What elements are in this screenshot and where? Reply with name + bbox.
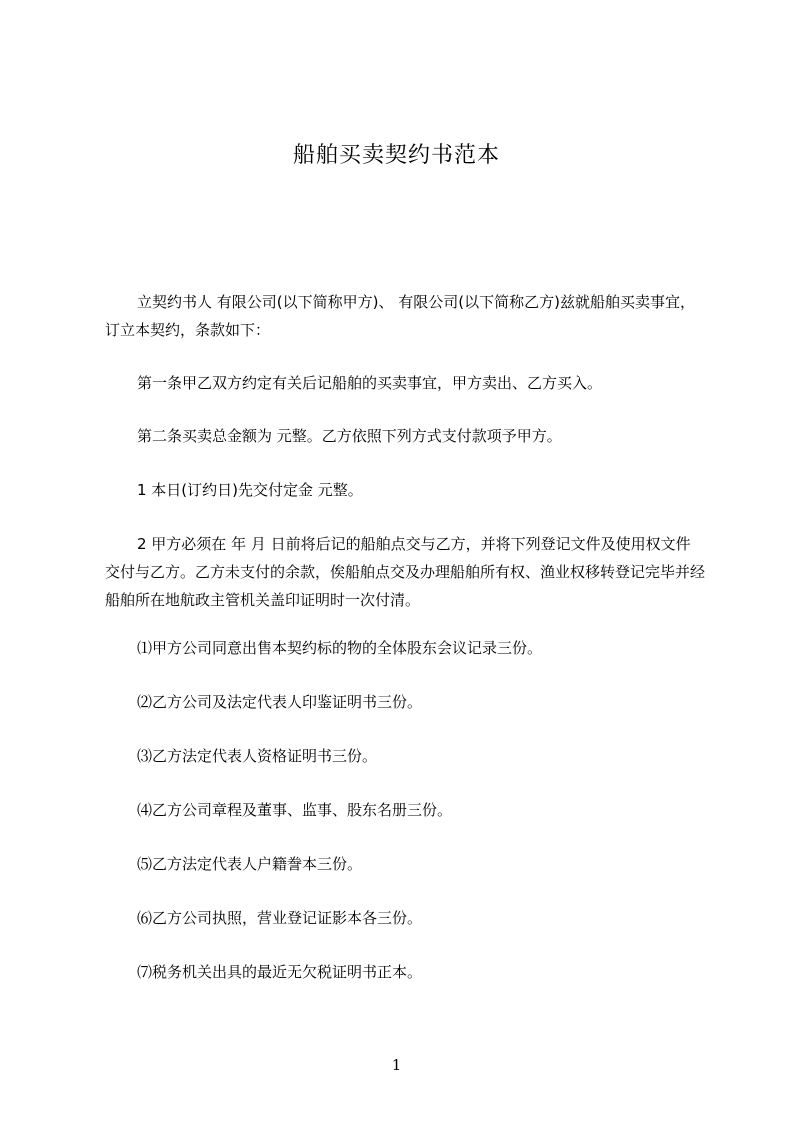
list-item-doc-4: ⑷乙方公司章程及董事、监事、股东名册三份。 bbox=[137, 801, 453, 819]
document-title: 船舶买卖契约书范本 bbox=[292, 143, 500, 168]
paragraph-preamble: 立契约书人 有限公司(以下简称甲方)、 有限公司(以下简称乙方)兹就船舶买卖事宜，订立本契约，条款如下： bbox=[105, 293, 695, 339]
page-number: 1 bbox=[391, 1056, 402, 1074]
list-item-doc-1: ⑴甲方公司同意出售本契约标的物的全体股东会议记录三份。 bbox=[137, 639, 543, 657]
list-item-doc-6: ⑹乙方公司执照，营业登记证影本各三份。 bbox=[137, 909, 423, 927]
list-item-doc-2: ⑵乙方公司及法定代表人印鉴证明书三份。 bbox=[137, 693, 423, 711]
paragraph-item-2: 2 甲方必须在 年 月 日前将后记的船舶点交与乙方，并将下列登记文件及使用权文件交付与乙方。乙方未支付的余款，俟船舶点交及办理船舶所有权、渔业权移转登记完毕并经船舶所在地航政主管机关盖印证明时一次付清。 bbox=[105, 535, 706, 609]
list-item-doc-3: ⑶乙方法定代表人资格证明书三份。 bbox=[137, 747, 378, 765]
paragraph-article-2: 第二条买卖总金额为 元整。乙方依照下列方式支付款项予甲方。 bbox=[137, 427, 562, 445]
list-item-doc-7: ⑺税务机关出具的最近无欠税证明书正本。 bbox=[137, 963, 423, 981]
paragraph-item-1: 1 本日(订约日)先交付定金 元整。 bbox=[137, 481, 363, 499]
list-item-doc-5: ⑸乙方法定代表人户籍誊本三份。 bbox=[137, 855, 363, 873]
paragraph-article-1: 第一条甲乙双方约定有关后记船舶的买卖事宜，甲方卖出、乙方买入。 bbox=[137, 374, 603, 392]
